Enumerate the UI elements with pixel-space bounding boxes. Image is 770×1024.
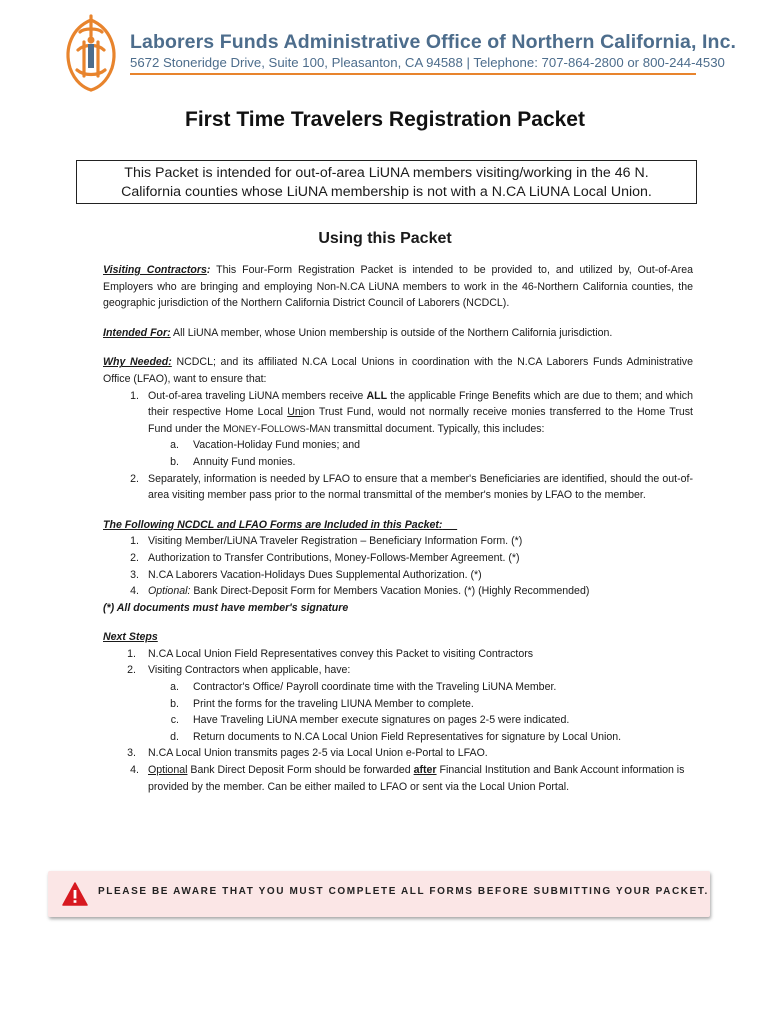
section-title: Using this Packet <box>318 230 452 247</box>
list-number: c. <box>170 714 179 727</box>
next-steps-label: Next Steps <box>103 631 158 644</box>
list-number: 3. <box>127 747 136 760</box>
list-number: a. <box>170 681 179 694</box>
list-item-text: Vacation-Holiday Fund monies; and <box>193 439 361 452</box>
list-number: 4. <box>130 585 139 598</box>
list-item <box>103 696 693 713</box>
list-number: 3. <box>130 568 139 581</box>
lfao-logo-icon <box>58 14 124 94</box>
list-number: 4. <box>130 764 139 777</box>
sc-dash-2: - <box>305 422 310 435</box>
signature-note: (*) All documents must have member's signature <box>103 601 349 614</box>
list-number: d. <box>170 730 179 743</box>
list-number: b. <box>170 455 179 468</box>
why-item-1-text <box>148 388 693 438</box>
warning-banner <box>48 871 710 917</box>
visiting-contractors-label: Visiting Contractors <box>103 264 207 276</box>
visiting-colon: : <box>206 264 211 276</box>
document-title: First Time Travelers Registration Packet <box>185 108 585 131</box>
sc-dash-1: - <box>257 422 261 435</box>
list-number: a. <box>170 439 179 452</box>
why-item-1-post1: the applicable Fringe Benefits which are due to them; and which their respective Home Local <box>148 389 693 419</box>
list-item <box>103 583 693 600</box>
forms-heading <box>103 517 693 534</box>
list-item <box>103 762 693 795</box>
intended-for-label: Intended For: <box>103 326 171 339</box>
list-item <box>103 550 693 567</box>
warning-icon <box>62 882 88 906</box>
list-item-text: Visiting Contractors when applicable, have: <box>148 664 351 677</box>
list-item-text: Print the forms for the traveling LIUNA Member to complete. <box>193 697 474 710</box>
list-item <box>103 567 693 584</box>
list-item <box>103 388 693 438</box>
list-item-text <box>148 583 693 600</box>
list-item <box>103 437 693 454</box>
list-number: 2. <box>130 472 139 485</box>
list-number: b. <box>170 697 179 710</box>
sc-ollows: OLLOWS <box>267 423 306 434</box>
list-item <box>103 662 693 679</box>
list-item-text: N.CA Local Union transmits pages 2-5 via Local Union e-Portal to LFAO. <box>148 747 488 760</box>
why-item-1-union: Uni <box>287 406 304 419</box>
list-item-text: Annuity Fund monies. <box>193 455 296 468</box>
intended-for-text: All LiUNA member, whose Union membership is outside of the Northern California jurisdiction. <box>170 326 613 339</box>
intended-for-paragraph <box>103 325 693 342</box>
list-item-text: N.CA Laborers Vacation-Holidays Dues Supplemental Authorization. (*) <box>148 568 482 581</box>
list-item <box>103 646 693 663</box>
list-item <box>103 712 693 729</box>
why-item-1-pre: Out-of-area traveling LiUNA members receive <box>148 389 367 402</box>
list-item-text: Return documents to N.CA Local Union Field Representatives for signature by Local Union. <box>193 730 622 743</box>
list-item <box>103 471 693 504</box>
organization-name: Laborers Funds Administrative Office of Northern California, Inc. <box>130 31 737 53</box>
next-steps-heading <box>103 629 693 646</box>
why-item-1-post2: Trust Fund, would not normally receive monies transferred to the Home Trust Fund under the <box>148 406 693 435</box>
intro-line-1: This Packet is intended for out-of-area LiUNA members visiting/working in the 46 N. <box>124 165 649 181</box>
list-number: 1. <box>127 647 136 660</box>
sc-m: M <box>222 422 232 435</box>
why-item-1-bold: ALL <box>366 389 388 402</box>
why-needed-paragraph <box>103 354 693 387</box>
list-item-text: Separately, information is needed by LFAO to ensure that a member's Beneficiaries are identified, should the out-of-area visiting member pass prior to the normal transmittal of the member's monies by LFAO to the member. <box>148 472 693 502</box>
why-needed-label: Why Needed: <box>103 356 172 369</box>
sc-m2: M <box>309 422 319 435</box>
intro-line-2: California counties whose LiUNA membership is not with a N.CA LiUNA Local Union. <box>121 184 652 200</box>
after-emphasis: after <box>413 764 437 777</box>
list-item-text: Visiting Member/LiUNA Traveler Registration – Beneficiary Information Form. (*) <box>148 535 523 548</box>
list-item-text: N.CA Local Union Field Representatives convey this Packet to visiting Contractors <box>148 647 534 660</box>
list-item <box>103 729 693 746</box>
list-item <box>103 454 693 471</box>
forms-label-trailing <box>442 519 457 531</box>
list-item-text: Have Traveling LiUNA member execute signatures on pages 2-5 were indicated. <box>193 714 570 727</box>
main-content <box>103 262 693 795</box>
forms-item-4-text: Bank Direct-Deposit Form for Members Vacation Monies. (*) (Highly Recommended) <box>190 585 590 598</box>
next-item-4-text1: Bank Direct Deposit Form should be forwarded <box>187 764 414 777</box>
optional-underlined: Optional <box>148 764 188 777</box>
list-number: 1. <box>130 389 139 402</box>
list-item-text <box>148 762 693 795</box>
visiting-contractors-paragraph <box>103 262 693 312</box>
optional-label: Optional: <box>148 585 191 598</box>
list-item <box>103 679 693 696</box>
list-item <box>103 533 693 550</box>
sc-oney: ONEY <box>231 423 258 434</box>
intro-box <box>76 160 697 204</box>
next-item-4-text2: Financial Institution and Bank Account information is provided by the member. Can be either mailed to LFAO or sent via the Local Union Portal. <box>148 764 685 793</box>
list-item-text: Contractor's Office/ Payroll coordinate time with the Traveling LiUNA Member. <box>193 681 557 694</box>
sc-an: AN <box>318 423 331 434</box>
list-number: 1. <box>130 535 139 548</box>
forms-list <box>103 533 693 599</box>
why-needed-text: NCDCL; and its affiliated N.CA Local Unions in coordination with the N.CA Laborers Funds Administrative Office (LFAO), want to ensure that: <box>103 356 693 385</box>
why-item-1-post3: transmittal document. Typically, this includes: <box>330 422 545 435</box>
header-divider <box>130 73 696 75</box>
warning-text: PLEASE BE AWARE THAT YOU MUST COMPLETE ALL FORMS BEFORE SUBMITTING YOUR PACKET. <box>98 886 709 897</box>
visiting-contractors-text: This Four-Form Registration Packet is intended to be provided to, and utilized by, Out-of-Area Employers who are bringing and employing Non-N.CA LiUNA members to work in the 46-Northern California counties, the geographic jurisdiction of the Northern California District Council of Laborers (NCDCL). <box>103 264 693 310</box>
why-needed-list <box>103 388 693 504</box>
why-item-1-union-rest: on <box>303 406 315 419</box>
organization-address: 5672 Stoneridge Drive, Suite 100, Pleasanton, CA 94588 | Telephone: 707-864-2800 or 800-244-4530 <box>130 55 725 70</box>
list-number: 2. <box>127 664 136 677</box>
list-item <box>103 745 693 762</box>
list-number: 2. <box>130 551 139 564</box>
forms-label: The Following NCDCL and LFAO Forms are Included in this Packet: <box>103 518 443 531</box>
next-steps-list <box>103 646 693 795</box>
sc-f: F <box>260 422 268 435</box>
list-item-text: Authorization to Transfer Contributions, Money-Follows-Member Agreement. (*) <box>148 551 520 564</box>
